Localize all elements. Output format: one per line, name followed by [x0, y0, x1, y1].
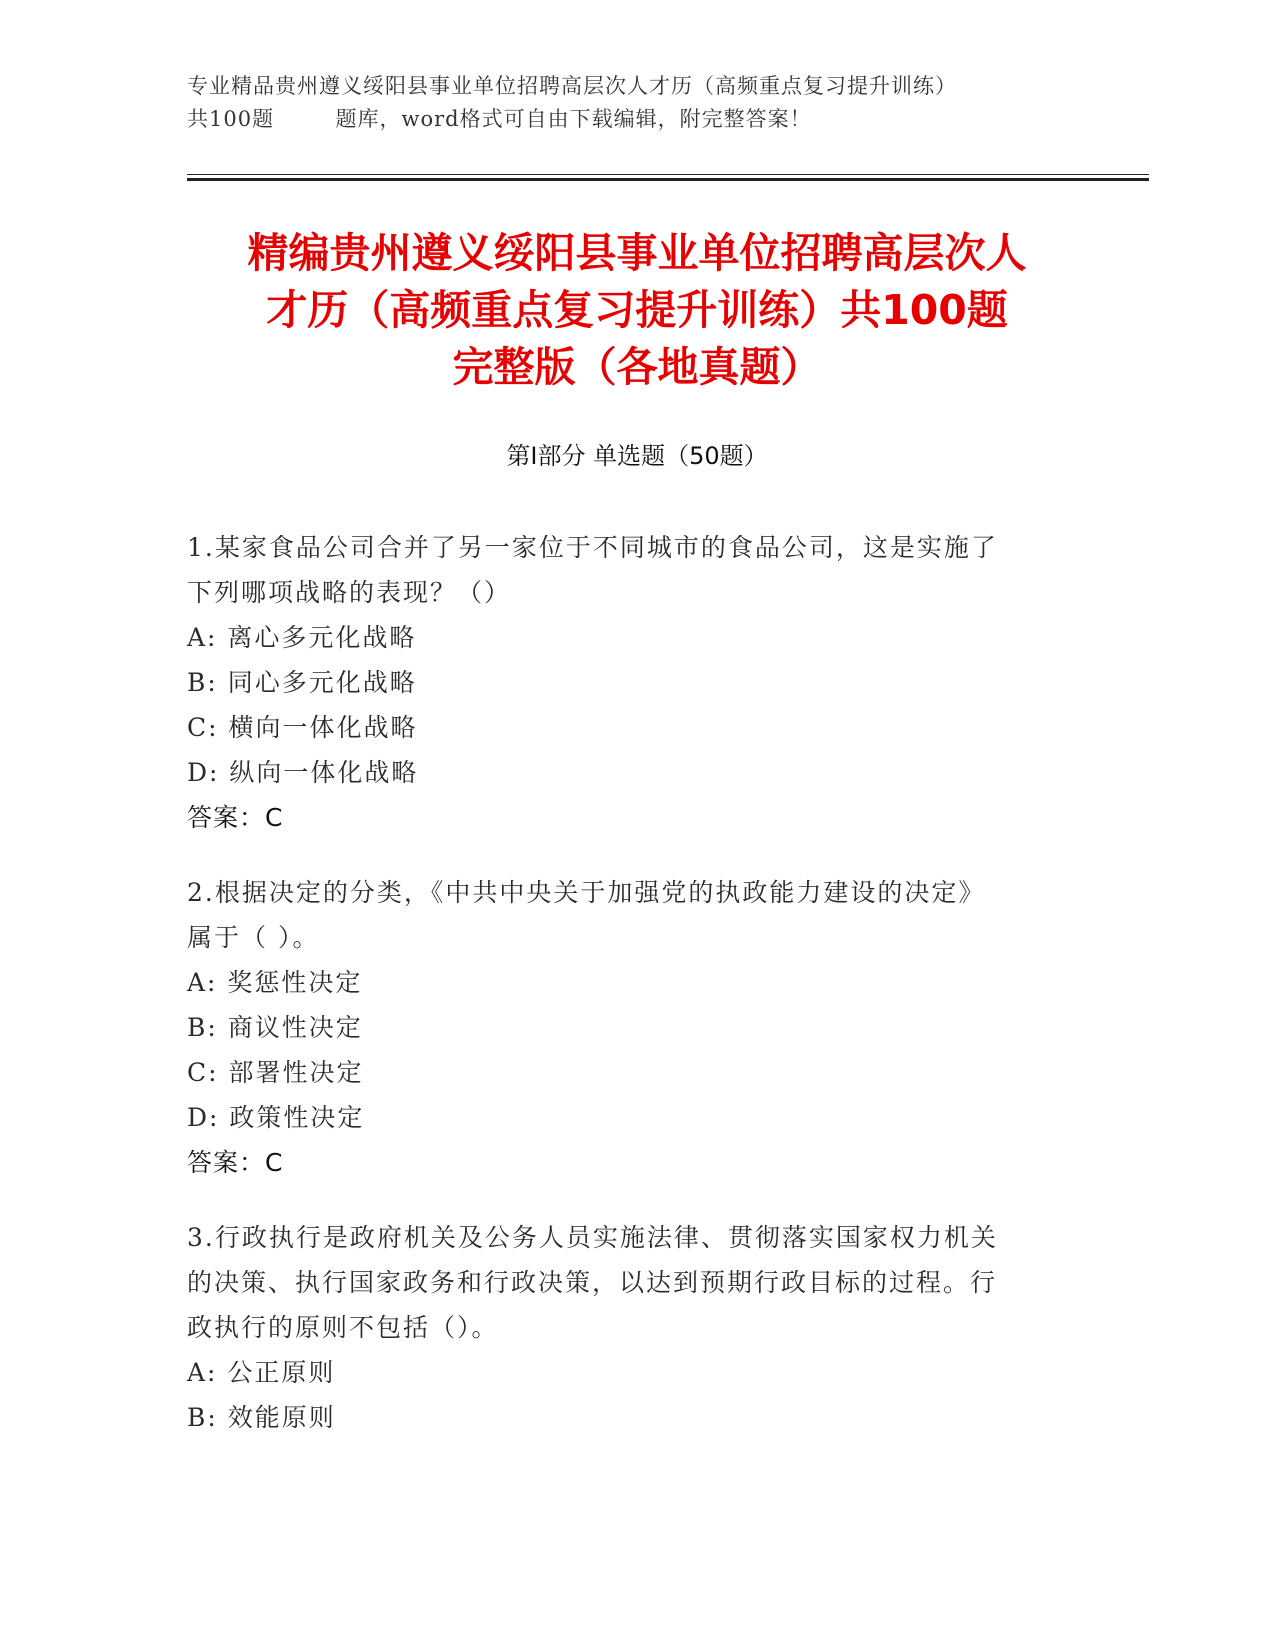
header-note-line: 专业精品贵州遵义绥阳县事业单位招聘高层次人才历（高频重点复习提升训练）: [187, 74, 957, 98]
option-c: C: 横向一体化战略: [187, 713, 418, 742]
question-list: [187, 525, 1067, 1470]
header-divider-thin: [187, 174, 1149, 175]
option-a: A: 奖惩性决定: [187, 968, 363, 997]
title-line: 才历（高频重点复习提升训练）共100题: [266, 286, 1008, 334]
header-note-line: 共100题 题库，word格式可自由下载编辑，附完整答案！: [187, 107, 812, 131]
option-b: B: 同心多元化战略: [187, 668, 417, 697]
header-divider-thick: [187, 178, 1149, 181]
question-stem-line: 的决策、执行国家政务和行政决策，以达到预期行政目标的过程。行: [187, 1268, 998, 1297]
answer-line: 答案：C: [187, 803, 284, 832]
answer-line: 答案：C: [187, 1148, 284, 1177]
question-2: [187, 870, 1067, 1185]
document-header-note: [187, 70, 1087, 136]
question-stem-line: 1.某家食品公司合并了另一家位于不同城市的食品公司，这是实施了: [187, 533, 998, 562]
option-d: D: 纵向一体化战略: [187, 758, 419, 787]
question-stem-line: 政执行的原则不包括（）。: [187, 1313, 499, 1342]
question-stem-line: 3.行政执行是政府机关及公务人员实施法律、贯彻落实国家权力机关: [187, 1223, 998, 1252]
section-title: 第Ⅰ部分 单选题（50题）: [506, 442, 768, 470]
title-line: 完整版（各地真题）: [452, 343, 822, 391]
option-b: B: 效能原则: [187, 1403, 336, 1432]
option-a: A: 离心多元化战略: [187, 623, 417, 652]
document-title: [187, 225, 1087, 396]
option-a: A: 公正原则: [187, 1358, 336, 1387]
option-c: C: 部署性决定: [187, 1058, 364, 1087]
question-1: [187, 525, 1067, 840]
option-b: B: 商议性决定: [187, 1013, 363, 1042]
question-stem-line: 下列哪项战略的表现？（）: [187, 578, 512, 607]
option-d: D: 政策性决定: [187, 1103, 365, 1132]
question-stem-line: 2.根据决定的分类，《中共中央关于加强党的执政能力建设的决定》: [187, 878, 986, 907]
title-line: 精编贵州遵义绥阳县事业单位招聘高层次人: [247, 229, 1027, 277]
question-3: [187, 1215, 1067, 1440]
question-stem-line: 属于（ ）。: [187, 923, 320, 952]
